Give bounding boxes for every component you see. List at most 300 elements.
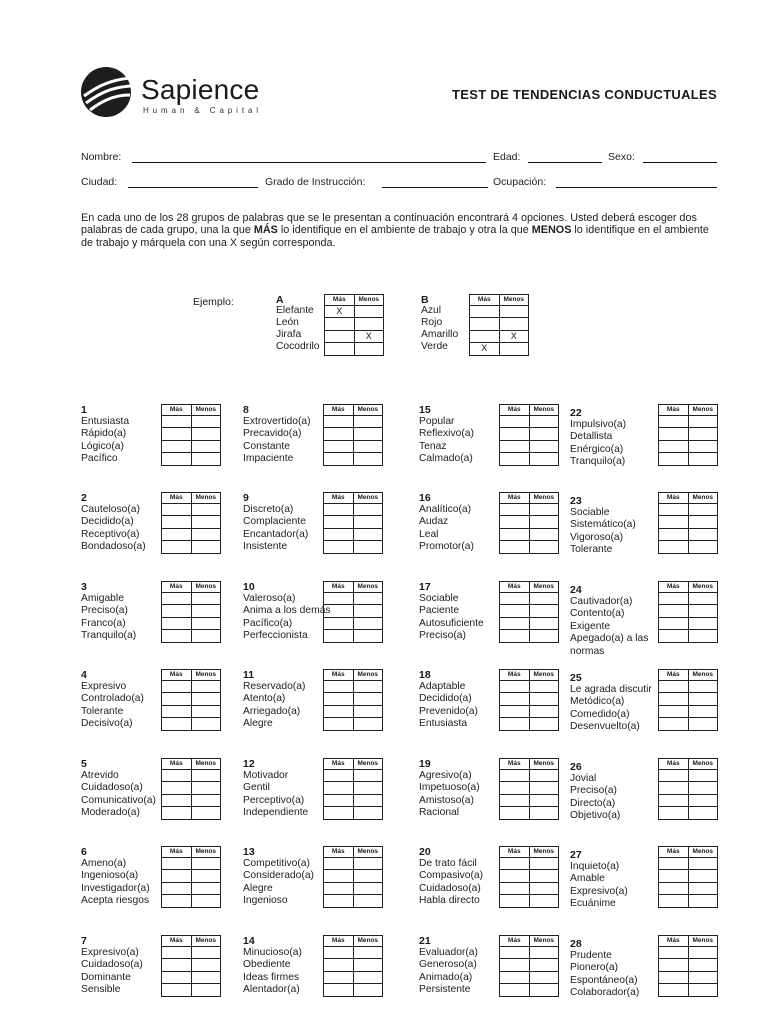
grid-row: [324, 770, 382, 782]
word-group-17: [419, 581, 559, 661]
menos-checkbox[interactable]: [529, 959, 559, 970]
menos-checkbox[interactable]: [529, 883, 559, 894]
menos-checkbox[interactable]: [529, 858, 559, 869]
mas-checkbox[interactable]: [659, 618, 688, 629]
mas-checkbox[interactable]: [500, 428, 529, 439]
mas-checkbox[interactable]: [500, 870, 529, 881]
menos-checkbox[interactable]: [529, 718, 559, 729]
mas-checkbox[interactable]: [659, 770, 688, 781]
mas-checkbox[interactable]: [325, 343, 354, 354]
mas-checkbox[interactable]: [500, 605, 529, 616]
menos-checkbox[interactable]: [191, 782, 221, 793]
menos-checkbox[interactable]: [688, 959, 718, 970]
mas-checkbox[interactable]: [500, 441, 529, 452]
mas-checkbox[interactable]: [162, 883, 191, 894]
group-word: Obediente: [243, 959, 291, 971]
mas-checkbox[interactable]: [324, 883, 353, 894]
mas-checkbox[interactable]: [324, 605, 353, 616]
menos-checkbox[interactable]: [353, 807, 383, 818]
menos-checkbox[interactable]: [353, 858, 383, 869]
menos-checkbox[interactable]: [191, 706, 221, 717]
grid-row: [659, 972, 717, 984]
mas-checkbox[interactable]: [500, 453, 529, 464]
mas-checkbox[interactable]: [659, 807, 688, 818]
menos-checkbox[interactable]: [688, 693, 718, 704]
mas-checkbox[interactable]: [659, 441, 688, 452]
group-number: 21: [419, 935, 431, 947]
occupation-field[interactable]: [556, 187, 717, 188]
mas-checkbox[interactable]: [659, 858, 688, 869]
menos-checkbox[interactable]: [353, 959, 383, 970]
menos-checkbox[interactable]: [353, 605, 383, 616]
mas-checkbox[interactable]: [500, 883, 529, 894]
mas-checkbox[interactable]: [162, 795, 191, 806]
mas-checkbox[interactable]: [325, 331, 354, 342]
menos-checkbox[interactable]: [529, 681, 559, 692]
mas-checkbox[interactable]: [162, 895, 191, 906]
menos-checkbox[interactable]: [191, 718, 221, 729]
mas-checkbox[interactable]: [324, 770, 353, 781]
grid-row: [325, 331, 383, 343]
menos-checkbox[interactable]: [353, 630, 383, 641]
menos-checkbox[interactable]: [191, 529, 221, 540]
mas-checkbox[interactable]: [500, 529, 529, 540]
menos-checkbox[interactable]: [353, 883, 383, 894]
menos-checkbox[interactable]: [529, 441, 559, 452]
grid-row: [659, 984, 717, 995]
mas-checkbox[interactable]: [324, 947, 353, 958]
menos-checkbox[interactable]: [191, 416, 221, 427]
menos-checkbox[interactable]: [529, 516, 559, 527]
menos-checkbox[interactable]: [191, 541, 221, 552]
mas-checkbox[interactable]: [659, 693, 688, 704]
menos-checkbox[interactable]: [529, 529, 559, 540]
mas-checkbox[interactable]: [162, 984, 191, 995]
answer-grid: [658, 846, 718, 908]
grid-header-menos: Menos: [688, 582, 718, 592]
menos-checkbox[interactable]: [354, 318, 384, 329]
word-group-1: [81, 404, 221, 484]
menos-checkbox[interactable]: [529, 795, 559, 806]
mas-checkbox[interactable]: [500, 895, 529, 906]
answer-grid: [499, 758, 559, 820]
grid-row: [324, 504, 382, 516]
mas-checkbox[interactable]: [659, 516, 688, 527]
menos-checkbox[interactable]: [688, 681, 718, 692]
mas-checkbox[interactable]: [324, 870, 353, 881]
mas-checkbox[interactable]: [500, 807, 529, 818]
mas-checkbox[interactable]: [659, 718, 688, 729]
mas-checkbox[interactable]: [162, 770, 191, 781]
mas-checkbox[interactable]: [162, 706, 191, 717]
menos-checkbox[interactable]: [191, 972, 221, 983]
mas-checkbox[interactable]: [500, 718, 529, 729]
menos-checkbox[interactable]: [688, 984, 718, 995]
answer-grid: [658, 758, 718, 820]
grid-header-menos: Menos: [529, 405, 559, 415]
mas-checkbox[interactable]: [470, 306, 499, 317]
menos-checkbox[interactable]: [529, 895, 559, 906]
menos-checkbox[interactable]: [529, 706, 559, 717]
grid-header: [500, 670, 558, 681]
mas-checkbox[interactable]: [659, 895, 688, 906]
grid-header-menos: Menos: [353, 670, 383, 680]
mas-checkbox[interactable]: [162, 593, 191, 604]
menos-checkbox[interactable]: [529, 428, 559, 439]
menos-checkbox[interactable]: [353, 416, 383, 427]
mas-checkbox[interactable]: [162, 453, 191, 464]
mas-checkbox[interactable]: [500, 947, 529, 958]
mas-checkbox[interactable]: [659, 605, 688, 616]
menos-checkbox[interactable]: [688, 630, 718, 641]
menos-checkbox[interactable]: [688, 883, 718, 894]
mas-checkbox[interactable]: [324, 681, 353, 692]
menos-checkbox[interactable]: [191, 693, 221, 704]
menos-checkbox[interactable]: [353, 782, 383, 793]
mas-checkbox[interactable]: [659, 453, 688, 464]
menos-checkbox[interactable]: [353, 984, 383, 995]
document-title: TEST DE TENDENCIAS CONDUCTUALES: [452, 87, 717, 102]
mas-checkbox[interactable]: [500, 959, 529, 970]
mas-checkbox[interactable]: [162, 807, 191, 818]
mas-checkbox[interactable]: [324, 795, 353, 806]
menos-checkbox[interactable]: X: [354, 331, 384, 342]
grid-row: [470, 343, 528, 354]
grid-row: [324, 693, 382, 705]
menos-checkbox[interactable]: [688, 947, 718, 958]
mas-checkbox[interactable]: [162, 959, 191, 970]
grid-row: [500, 770, 558, 782]
mas-checkbox[interactable]: [324, 441, 353, 452]
menos-checkbox[interactable]: [688, 541, 718, 552]
menos-checkbox[interactable]: [688, 858, 718, 869]
menos-checkbox[interactable]: [353, 947, 383, 958]
menos-checkbox[interactable]: [191, 883, 221, 894]
menos-checkbox[interactable]: [191, 593, 221, 604]
mas-checkbox[interactable]: [324, 858, 353, 869]
mas-checkbox[interactable]: [324, 782, 353, 793]
grid-header-mas: Más: [331, 760, 345, 767]
group-word: Ingenioso(a): [81, 870, 139, 882]
mas-checkbox[interactable]: [659, 972, 688, 983]
menos-checkbox[interactable]: [353, 453, 383, 464]
name-field[interactable]: [132, 162, 486, 163]
menos-checkbox[interactable]: [353, 706, 383, 717]
mas-checkbox[interactable]: [500, 593, 529, 604]
mas-checkbox[interactable]: [500, 516, 529, 527]
mas-checkbox[interactable]: [162, 681, 191, 692]
grid-header-mas: Más: [666, 937, 680, 944]
grid-header-mas: Más: [507, 406, 521, 413]
menos-checkbox[interactable]: [499, 306, 529, 317]
menos-checkbox[interactable]: [353, 593, 383, 604]
menos-checkbox[interactable]: [354, 343, 384, 354]
grid-header: [162, 670, 220, 681]
mas-checkbox[interactable]: [324, 618, 353, 629]
menos-checkbox[interactable]: [688, 428, 718, 439]
menos-checkbox[interactable]: [688, 441, 718, 452]
mas-checkbox[interactable]: [162, 605, 191, 616]
grid-row: [162, 782, 220, 794]
mas-checkbox[interactable]: [162, 972, 191, 983]
menos-checkbox[interactable]: [354, 306, 384, 317]
answer-grid: [161, 581, 221, 643]
age-field[interactable]: [528, 162, 602, 163]
menos-checkbox[interactable]: [353, 681, 383, 692]
mas-checkbox[interactable]: [324, 718, 353, 729]
mas-checkbox[interactable]: [325, 318, 354, 329]
menos-checkbox[interactable]: [191, 959, 221, 970]
menos-checkbox[interactable]: [529, 807, 559, 818]
grid-row: [324, 416, 382, 428]
mas-checkbox[interactable]: [470, 331, 499, 342]
menos-checkbox[interactable]: [529, 541, 559, 552]
mas-checkbox[interactable]: [324, 428, 353, 439]
menos-checkbox[interactable]: [499, 343, 529, 354]
menos-checkbox[interactable]: X: [499, 331, 529, 342]
menos-checkbox[interactable]: [353, 529, 383, 540]
menos-checkbox[interactable]: [353, 718, 383, 729]
grid-row: [162, 947, 220, 959]
mas-checkbox[interactable]: [500, 693, 529, 704]
mas-checkbox[interactable]: [324, 972, 353, 983]
grid-row: [324, 807, 382, 818]
mas-checkbox[interactable]: [659, 984, 688, 995]
grid-row: [500, 895, 558, 906]
mas-checkbox[interactable]: [162, 428, 191, 439]
mas-checkbox[interactable]: [659, 870, 688, 881]
menos-checkbox[interactable]: [353, 770, 383, 781]
mas-checkbox[interactable]: [659, 428, 688, 439]
mas-checkbox[interactable]: [324, 959, 353, 970]
grid-header-mas: Más: [507, 760, 521, 767]
mas-checkbox[interactable]: [162, 541, 191, 552]
menos-checkbox[interactable]: [529, 416, 559, 427]
menos-checkbox[interactable]: [688, 605, 718, 616]
menos-checkbox[interactable]: [191, 770, 221, 781]
city-field[interactable]: [128, 187, 258, 188]
menos-checkbox[interactable]: [529, 782, 559, 793]
mas-checkbox[interactable]: [500, 795, 529, 806]
mas-checkbox[interactable]: [162, 718, 191, 729]
mas-checkbox[interactable]: [659, 416, 688, 427]
grid-row: [500, 541, 558, 552]
menos-checkbox[interactable]: [529, 947, 559, 958]
mas-checkbox[interactable]: [324, 541, 353, 552]
mas-checkbox[interactable]: [162, 858, 191, 869]
menos-checkbox[interactable]: [688, 870, 718, 881]
menos-checkbox[interactable]: [688, 516, 718, 527]
mas-checkbox[interactable]: [324, 416, 353, 427]
menos-checkbox[interactable]: [191, 428, 221, 439]
mas-checkbox[interactable]: [324, 529, 353, 540]
mas-checkbox[interactable]: [324, 630, 353, 641]
mas-checkbox[interactable]: [324, 895, 353, 906]
mas-checkbox[interactable]: [162, 516, 191, 527]
menos-checkbox[interactable]: [529, 605, 559, 616]
mas-checkbox[interactable]: [659, 529, 688, 540]
menos-checkbox[interactable]: [688, 593, 718, 604]
mas-checkbox[interactable]: [659, 681, 688, 692]
menos-checkbox[interactable]: [191, 895, 221, 906]
mas-checkbox[interactable]: [500, 541, 529, 552]
mas-checkbox[interactable]: [324, 807, 353, 818]
grid-header-mas: Más: [331, 583, 345, 590]
menos-checkbox[interactable]: [191, 630, 221, 641]
group-word: Acepta riesgos: [81, 895, 150, 907]
mas-checkbox[interactable]: [659, 541, 688, 552]
group-word: Paciente: [419, 605, 460, 617]
menos-checkbox[interactable]: [191, 441, 221, 452]
menos-checkbox[interactable]: [353, 618, 383, 629]
mas-checkbox[interactable]: X: [481, 343, 488, 354]
grid-header: [659, 493, 717, 504]
mas-checkbox[interactable]: [500, 416, 529, 427]
menos-checkbox[interactable]: [529, 618, 559, 629]
sex-field[interactable]: [643, 162, 717, 163]
menos-checkbox[interactable]: [688, 972, 718, 983]
mas-checkbox[interactable]: [324, 504, 353, 515]
example-label: Ejemplo:: [193, 296, 234, 308]
mas-checkbox[interactable]: [500, 504, 529, 515]
menos-checkbox[interactable]: [529, 630, 559, 641]
grid-row: [162, 883, 220, 895]
group-word: Cuidadoso(a): [419, 882, 481, 894]
menos-checkbox[interactable]: [191, 795, 221, 806]
menos-checkbox[interactable]: [688, 618, 718, 629]
mas-checkbox[interactable]: [500, 618, 529, 629]
group-word: Atento(a): [243, 693, 286, 705]
menos-checkbox[interactable]: [529, 504, 559, 515]
mas-checkbox[interactable]: [659, 706, 688, 717]
menos-checkbox[interactable]: [529, 984, 559, 995]
menos-checkbox[interactable]: [353, 504, 383, 515]
mas-checkbox[interactable]: [500, 858, 529, 869]
mas-checkbox[interactable]: [659, 782, 688, 793]
mas-checkbox[interactable]: [659, 593, 688, 604]
mas-checkbox[interactable]: [659, 947, 688, 958]
mas-checkbox[interactable]: [162, 529, 191, 540]
menos-checkbox[interactable]: [353, 795, 383, 806]
grid-header: [324, 493, 382, 504]
grid-header: [162, 493, 220, 504]
group-word: Preciso(a): [419, 630, 466, 642]
menos-checkbox[interactable]: [688, 770, 718, 781]
mas-checkbox[interactable]: [500, 782, 529, 793]
mas-checkbox[interactable]: [659, 504, 688, 515]
menos-checkbox[interactable]: [688, 416, 718, 427]
menos-checkbox[interactable]: [353, 441, 383, 452]
menos-checkbox[interactable]: [353, 428, 383, 439]
mas-checkbox[interactable]: [659, 795, 688, 806]
menos-checkbox[interactable]: [191, 947, 221, 958]
menos-checkbox[interactable]: [191, 858, 221, 869]
grid-row: [659, 883, 717, 895]
menos-checkbox[interactable]: [499, 318, 529, 329]
menos-checkbox[interactable]: [688, 529, 718, 540]
grid-row: [659, 428, 717, 440]
menos-checkbox[interactable]: [191, 605, 221, 616]
mas-checkbox[interactable]: [500, 972, 529, 983]
mas-checkbox[interactable]: [324, 984, 353, 995]
mas-checkbox[interactable]: [162, 870, 191, 881]
menos-checkbox[interactable]: [688, 718, 718, 729]
mas-checkbox[interactable]: [162, 416, 191, 427]
mas-checkbox[interactable]: [324, 593, 353, 604]
mas-checkbox[interactable]: [500, 706, 529, 717]
menos-checkbox[interactable]: [688, 706, 718, 717]
mas-checkbox[interactable]: [500, 984, 529, 995]
menos-checkbox[interactable]: [688, 807, 718, 818]
grid-row: [162, 870, 220, 882]
sapience-logo: [80, 66, 132, 118]
mas-checkbox[interactable]: [500, 681, 529, 692]
mas-checkbox[interactable]: [162, 947, 191, 958]
menos-checkbox[interactable]: [353, 870, 383, 881]
menos-checkbox[interactable]: [191, 870, 221, 881]
menos-checkbox[interactable]: [191, 984, 221, 995]
menos-checkbox[interactable]: [353, 541, 383, 552]
grid-header-mas: Más: [169, 671, 183, 678]
mas-checkbox[interactable]: [500, 770, 529, 781]
mas-checkbox[interactable]: [162, 618, 191, 629]
menos-checkbox[interactable]: [529, 972, 559, 983]
mas-checkbox[interactable]: [324, 453, 353, 464]
menos-checkbox[interactable]: [529, 593, 559, 604]
menos-checkbox[interactable]: [353, 516, 383, 527]
mas-checkbox[interactable]: [324, 706, 353, 717]
mas-checkbox[interactable]: [659, 883, 688, 894]
menos-checkbox[interactable]: [191, 516, 221, 527]
mas-checkbox[interactable]: [162, 504, 191, 515]
mas-checkbox[interactable]: [162, 782, 191, 793]
menos-checkbox[interactable]: [191, 618, 221, 629]
mas-checkbox[interactable]: [324, 516, 353, 527]
menos-checkbox[interactable]: [688, 453, 718, 464]
mas-checkbox[interactable]: [659, 630, 688, 641]
menos-checkbox[interactable]: [353, 895, 383, 906]
menos-checkbox[interactable]: [191, 504, 221, 515]
word-group-14: [243, 935, 383, 1015]
mas-checkbox[interactable]: [324, 693, 353, 704]
menos-checkbox[interactable]: [529, 453, 559, 464]
menos-checkbox[interactable]: [529, 870, 559, 881]
mas-checkbox[interactable]: [470, 318, 499, 329]
menos-checkbox[interactable]: [353, 693, 383, 704]
menos-checkbox[interactable]: [688, 795, 718, 806]
menos-checkbox[interactable]: [688, 782, 718, 793]
mas-checkbox[interactable]: [162, 441, 191, 452]
mas-checkbox[interactable]: [500, 630, 529, 641]
mas-checkbox[interactable]: [162, 630, 191, 641]
grid-header-mas: Más: [507, 937, 521, 944]
education-field[interactable]: [382, 187, 488, 188]
mas-checkbox[interactable]: [659, 959, 688, 970]
menos-checkbox[interactable]: [191, 807, 221, 818]
mas-checkbox[interactable]: X: [336, 306, 343, 316]
menos-checkbox[interactable]: [529, 770, 559, 781]
menos-checkbox[interactable]: [688, 504, 718, 515]
mas-checkbox[interactable]: [162, 693, 191, 704]
grid-header-menos: Menos: [353, 405, 383, 415]
group-word: Jovial: [570, 773, 597, 784]
menos-checkbox[interactable]: [688, 895, 718, 906]
answer-grid: [499, 669, 559, 731]
menos-checkbox[interactable]: [191, 681, 221, 692]
menos-checkbox[interactable]: [191, 453, 221, 464]
menos-checkbox[interactable]: [353, 972, 383, 983]
menos-checkbox[interactable]: [529, 693, 559, 704]
